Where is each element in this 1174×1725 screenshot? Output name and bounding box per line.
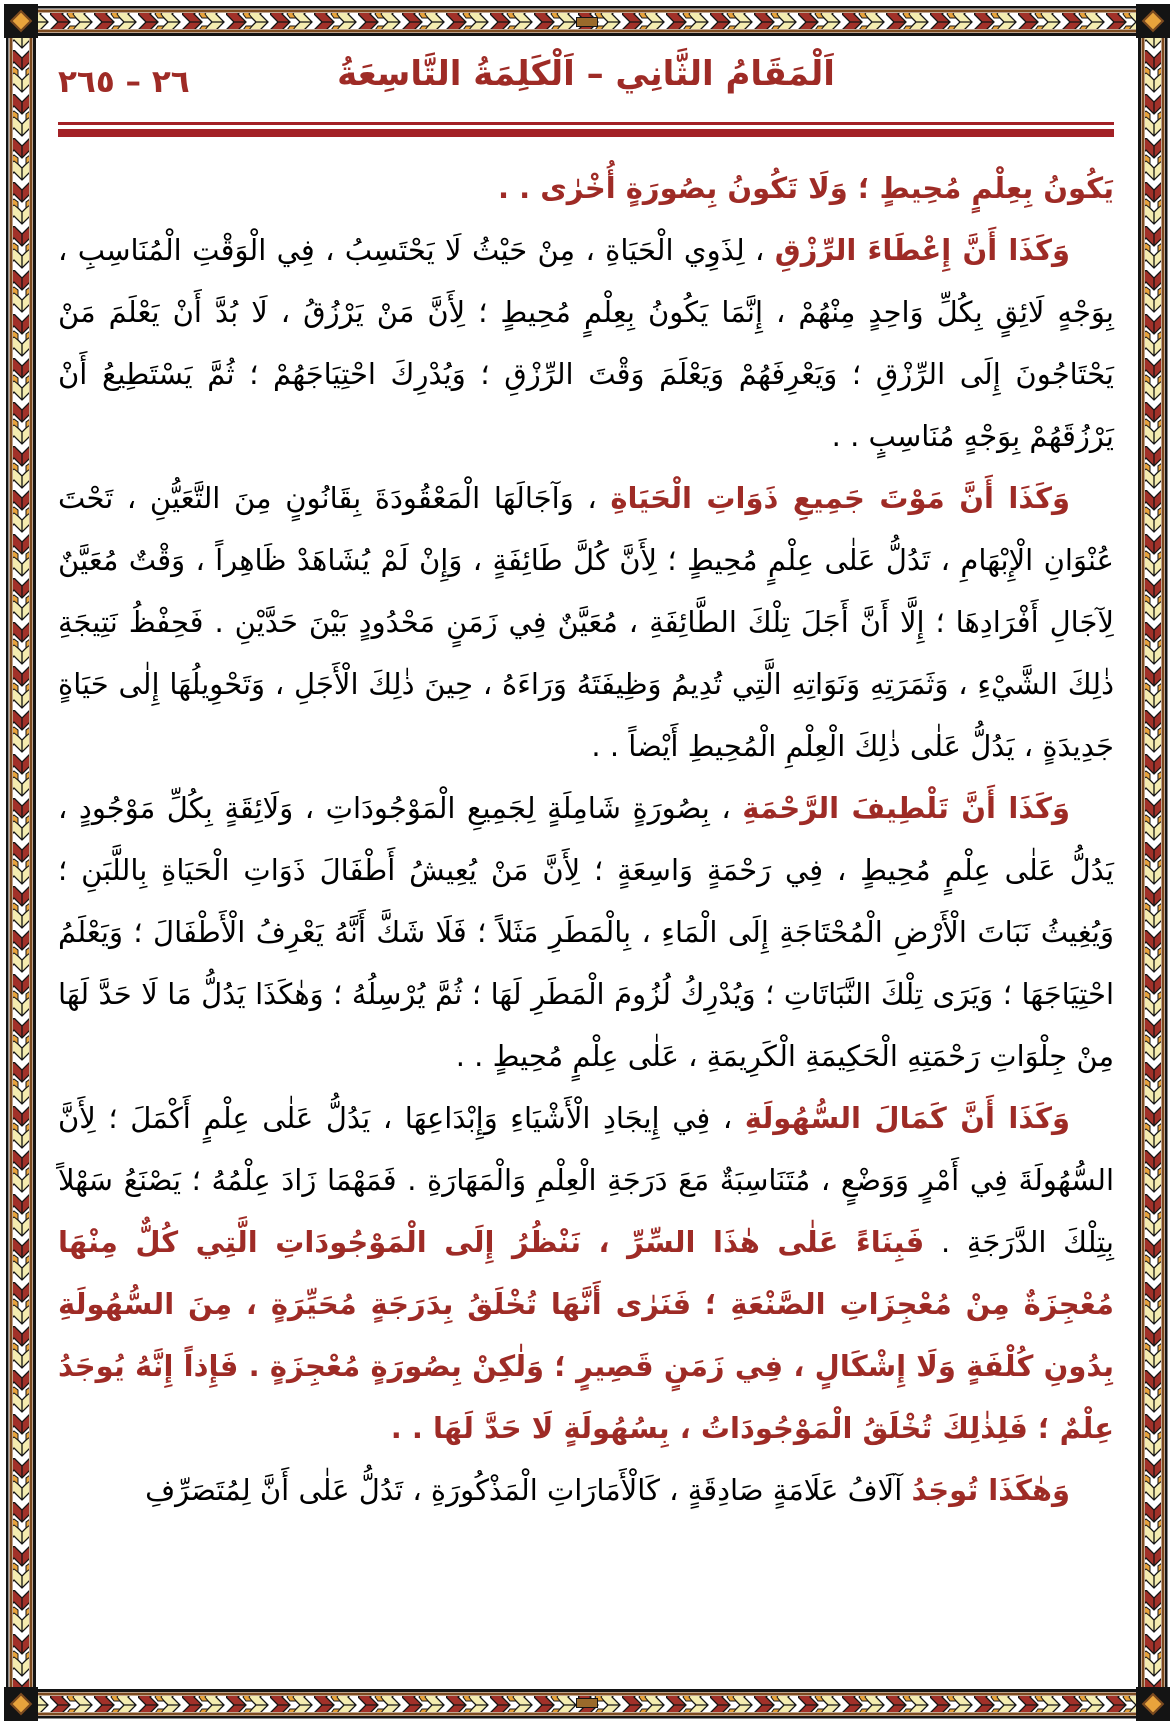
paragraph-mawt [58, 467, 1114, 777]
border-center-tick [576, 17, 598, 27]
header-rule-thin [58, 122, 1114, 125]
paragraph-rizq [58, 219, 1114, 467]
border-corner-ornament [4, 1687, 38, 1721]
paragraph-suhula [58, 1087, 1114, 1459]
paragraph-continuation [58, 157, 1114, 219]
page-header [58, 52, 1114, 114]
border-corner-ornament [1136, 4, 1170, 38]
page-content [58, 52, 1114, 1521]
border-center-tick [576, 1698, 598, 1708]
header-rule-thick [58, 129, 1114, 137]
border-corner-ornament [1136, 1687, 1170, 1721]
emphasis-red-segment: وَكَذَا أَنَّ تَلْطِيفَ الرَّحْمَةِ [742, 791, 1070, 825]
paragraph-rahma [58, 777, 1114, 1087]
page-title: اَلْمَقَامُ الثَّانِي – اَلْكَلِمَةُ التَّاسِعَةُ [337, 54, 835, 94]
emphasis-red-segment: وَكَذَا أَنَّ مَوْتَ جَمِيعِ ذَوَاتِ الْحَيَاةِ [610, 481, 1070, 515]
text-segment: ، وَآجَالَهَا الْمَعْقُودَةَ بِقَانُونٍ مِنَ التَّعَيُّنِ ، تَحْتَ عُنْوَانِ الْإِبْهَامِ ، تَدُلُّ عَلٰى عِلْمٍ مُحِيطٍ ؛ لِأَنَّ كُلَّ طَائِفَةٍ ، وَإِنْ لَمْ يُشَاهَدْ ظَاهِراً ، وَقْتٌ مُعَيَّنٌ لِآجَالِ أَفْرَادِهَا ؛ إِلَّا أَنَّ أَجَلَ تِلْكَ الطَّائِفَةِ ، مُعَيَّنٌ فِي زَمَنٍ مَحْدُودٍ بَيْنَ حَدَّيْنِ . فَحِفْظُ نَتِيجَةِ ذٰلِكَ الشَّيْءِ ، وَثَمَرَتِهِ وَنَوَاتِهِ الَّتِي تُدِيمُ وَظِيفَتَهُ وَرَاءَهُ ، حِينَ ذٰلِكَ الْأَجَلِ ، وَتَحْوِيلُهَا إِلٰى حَيَاةٍ جَدِيدَةٍ ، يَدُلُّ عَلٰى ذٰلِكَ الْعِلْمِ الْمُحِيطِ أَيْضاً . . [58, 481, 1114, 763]
text-segment: ، لِذَوِي الْحَيَاةِ ، مِنْ حَيْثُ لَا يَحْتَسِبُ ، فِي الْوَقْتِ الْمُنَاسِبِ ، بِوَجْهٍ لَائِقٍ بِكُلِّ وَاحِدٍ مِنْهُمْ ، إِنَّمَا يَكُونُ بِعِلْمٍ مُحِيطٍ ؛ لِأَنَّ مَنْ يَرْزُقُ ، لَا بُدَّ أَنْ يَعْلَمَ مَنْ يَحْتَاجُونَ إِلَى الرِّزْقِ ؛ وَيَعْرِفَهُمْ وَيَعْلَمَ وَقْتَ الرِّزْقِ ؛ وَيُدْرِكَ احْتِيَاجَهُمْ ؛ ثُمَّ يَسْتَطِيعُ أَنْ يَرْزُقَهُمْ بِوَجْهٍ مُنَاسِبٍ . . [58, 233, 1114, 453]
emphasis-red-segment: وَكَذَا أَنَّ كَمَالَ السُّهُولَةِ [744, 1101, 1070, 1135]
emphasis-red-segment: وَكَذَا أَنَّ إِعْطَاءَ الرِّزْقِ [774, 233, 1071, 267]
emphasis-red-segment: فَبِنَاءً عَلٰى هٰذَا السِّرِّ ، نَنْظُرُ إِلَى الْمَوْجُودَاتِ الَّتِي كُلٌّ مِنْهَا مُعْجِزَةٌ مِنْ مُعْجِزَاتِ الصَّنْعَةِ ؛ فَنَرٰى أَنَّهَا تُخْلَقُ بِدَرَجَةٍ مُحَيِّرَةٍ ، مِنَ السُّهُولَةِ بِدُونِ كُلْفَةٍ وَلَا إِشْكَالٍ ، فِي زَمَنٍ قَصِيرٍ ؛ وَلٰكِنْ بِصُورَةٍ مُعْجِزَةٍ . فَإِذاً إِنَّهُ يُوجَدُ عِلْمٌ ؛ فَلِذٰلِكَ تُخْلَقُ الْمَوْجُودَاتُ ، بِسُهُولَةٍ لَا حَدَّ لَهَا . . [58, 1225, 1114, 1445]
text-segment: ، فِي إِيجَادِ الْأَشْيَاءِ وَإِبْدَاعِهَا ، يَدُلُّ عَلٰى عِلْمٍ أَكْمَلَ ؛ لِأَنَّ السُّهُولَةَ فِي أَمْرٍ وَوَضْعٍ ، مُتَنَاسِبَةٌ مَعَ دَرَجَةِ الْعِلْمِ وَالْمَهَارَةِ . فَمَهْمَا زَادَ عِلْمُهُ ؛ يَصْنَعُ سَهْلاً بِتِلْكَ الدَّرَجَةِ . [58, 1101, 1114, 1259]
ornamental-border-left [6, 6, 36, 1719]
paragraph-closing [58, 1459, 1114, 1521]
ornamental-border-right [1138, 6, 1168, 1719]
border-corner-ornament [4, 4, 38, 38]
page-number: ٢٦ – ٢٦٥ [58, 64, 190, 100]
emphasis-red-segment: يَكُونُ بِعِلْمٍ مُحِيطٍ ؛ وَلَا تَكُونُ بِصُورَةٍ أُخْرٰى . . [498, 171, 1114, 205]
emphasis-red-segment: وَهٰكَذَا تُوجَدُ [911, 1473, 1070, 1507]
text-segment: ، بِصُورَةٍ شَامِلَةٍ لِجَمِيعِ الْمَوْجُودَاتِ ، وَلَائِقَةٍ بِكُلِّ مَوْجُودٍ ، يَدُلُّ عَلٰى عِلْمٍ مُحِيطٍ ، فِي رَحْمَةٍ وَاسِعَةٍ ؛ لِأَنَّ مَنْ يُعِيشُ أَطْفَالَ ذَوَاتِ الْحَيَاةِ بِاللَّبَنِ ؛ وَيُغِيثُ نَبَاتَ الْأَرْضِ الْمُحْتَاجَةِ إِلَى الْمَاءِ ، بِالْمَطَرِ مَثَلاً ؛ فَلَا شَكَّ أَنَّهُ يَعْرِفُ الْأَطْفَالَ ؛ وَيَعْلَمُ احْتِيَاجَهَا ؛ وَيَرَى تِلْكَ النَّبَاتَاتِ ؛ وَيُدْرِكُ لُزُومَ الْمَطَرِ لَهَا ؛ ثُمَّ يُرْسِلُهُ ؛ وَهٰكَذَا يَدُلُّ مَا لَا حَدَّ لَهَا مِنْ جِلْوَاتِ رَحْمَتِهِ الْحَكِيمَةِ الْكَرِيمَةِ ، عَلٰى عِلْمٍ مُحِيطٍ . . [58, 791, 1114, 1073]
body-text [58, 157, 1114, 1521]
text-segment: آلَافُ عَلَامَةٍ صَادِقَةٍ ، كَالْأَمَارَاتِ الْمَذْكُورَةِ ، تَدُلُّ عَلٰى أَنَّ لِمُتَصَرِّفِ [145, 1473, 912, 1507]
